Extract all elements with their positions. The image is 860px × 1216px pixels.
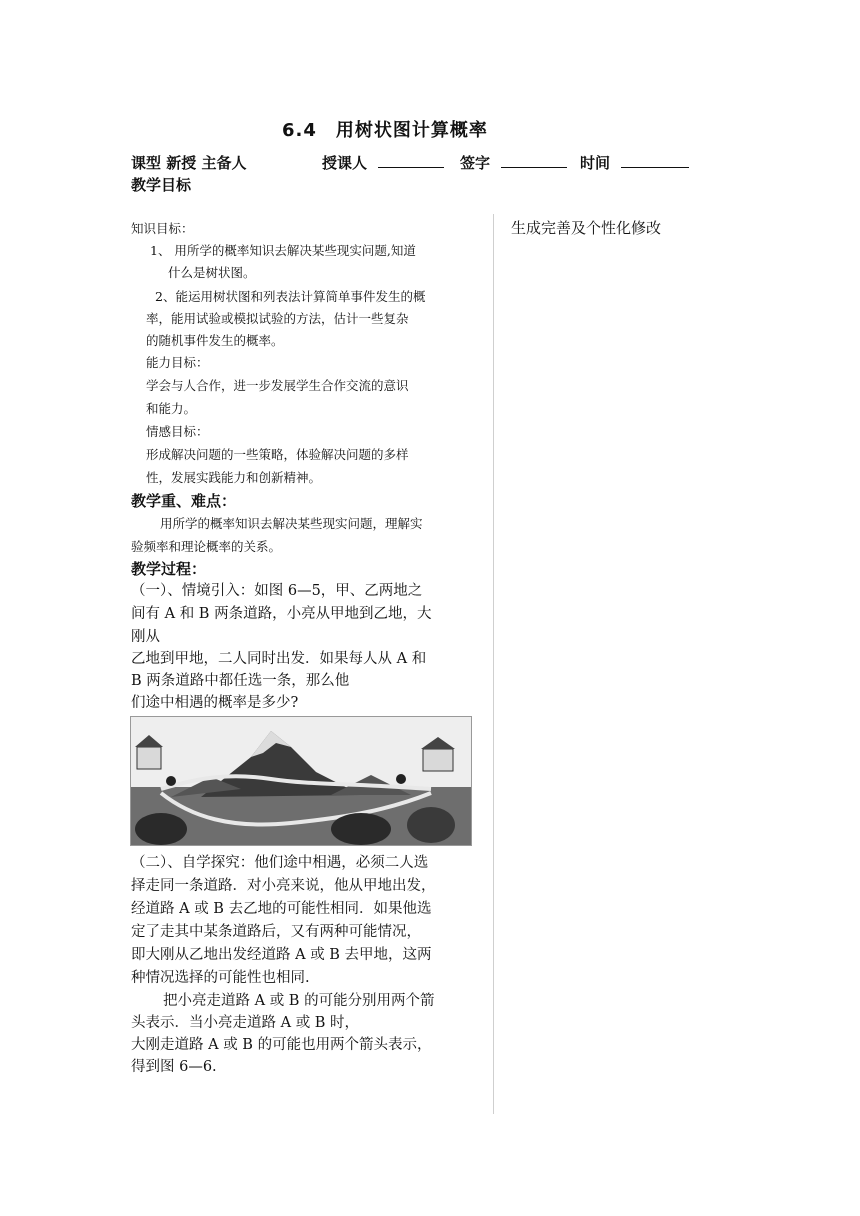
explore-line5: 即大刚从乙地出发经道路 A 或 B 去甲地，这两 xyxy=(131,947,432,963)
ability-line2: 和能力。 xyxy=(146,401,197,416)
sign-label: 签字 xyxy=(460,154,491,172)
mountain-road-scene xyxy=(131,717,471,845)
objective-2-line2: 率，能用试验或模拟试验的方法，估计一些复杂 xyxy=(146,311,409,326)
emotion-line1: 形成解决问题的一些策略，体验解决问题的多样 xyxy=(146,447,409,462)
arrow-line1: 把小亮走道路 A 或 B 的可能分别用两个箭 xyxy=(163,993,435,1009)
knowledge-label: 知识目标： xyxy=(131,221,194,236)
process-heading: 教学过程： xyxy=(131,560,207,578)
objective-2-line3: 的随机事件发生的概率。 xyxy=(146,333,284,348)
teacher-blank[interactable] xyxy=(378,153,444,168)
explore-line1: （二）、自学探究：他们途中相遇，必须二人选 xyxy=(131,855,429,871)
ability-label: 能力目标： xyxy=(146,355,209,370)
emotion-label: 情感目标： xyxy=(146,424,209,439)
sign-blank[interactable] xyxy=(501,153,567,168)
explore-line6: 种情况选择的可能性也相同. xyxy=(131,970,310,986)
objective-2-line1: 2、能运用树状图和列表法计算简单事件发生的概 xyxy=(155,289,426,304)
goals-heading: 教学目标 xyxy=(131,176,192,194)
figure-6-5-illustration xyxy=(130,716,472,846)
sign-field xyxy=(460,152,567,173)
key-points-heading: 教学重、难点： xyxy=(131,492,237,510)
explore-line4: 定了走其中某条道路后，又有两种可能情况， xyxy=(131,924,421,940)
intro-line1: （一）、情境引入：如图 6—5，甲、乙两地之 xyxy=(131,583,423,599)
intro-line6: 们途中相遇的概率是多少? xyxy=(131,695,299,711)
person-left xyxy=(166,776,176,786)
teacher-label: 授课人 xyxy=(322,154,368,172)
key-points-line1: 用所学的概率知识去解决某些现实问题，理解实 xyxy=(160,516,423,531)
lesson-meta: 课型 新授 主备人 xyxy=(131,154,247,172)
arrow-line3: 大刚走道路 A 或 B 的可能也用两个箭头表示， xyxy=(131,1037,432,1053)
objective-1-line2: 什么是树状图。 xyxy=(168,265,256,280)
ability-line1: 学会与人合作，进一步发展学生合作交流的意识 xyxy=(146,378,409,393)
revision-note: 生成完善及个性化修改 xyxy=(511,219,662,237)
arrow-line2: 头表示．当小亮走道路 A 或 B 时， xyxy=(131,1015,360,1031)
column-divider xyxy=(493,214,494,1114)
page-title: 6.4 用树状图计算概率 xyxy=(282,120,488,141)
emotion-line2: 性，发展实践能力和创新精神。 xyxy=(146,470,322,485)
intro-line2: 间有 A 和 B 两条道路，小亮从甲地到乙地，大 xyxy=(131,606,432,622)
time-label: 时间 xyxy=(580,154,611,172)
house-right xyxy=(423,749,453,771)
intro-line3: 刚从 xyxy=(131,629,160,645)
person-right xyxy=(396,774,406,784)
teacher-field xyxy=(322,152,444,173)
time-field xyxy=(580,152,689,173)
explore-line2: 择走同一条道路．对小亮来说，他从甲地出发， xyxy=(131,878,436,894)
intro-line5: B 两条道路中都任选一条，那么他 xyxy=(131,673,350,689)
time-blank[interactable] xyxy=(621,153,689,168)
intro-line4: 乙地到甲地，二人同时出发．如果每人从 A 和 xyxy=(131,651,427,667)
key-points-line2: 验频率和理论概率的关系。 xyxy=(131,539,282,554)
arrow-line4: 得到图 6—6. xyxy=(131,1059,217,1075)
objective-1-line1: 1、 用所学的概率知识去解决某些现实问题,知道 xyxy=(150,243,416,258)
house-left xyxy=(137,747,161,769)
explore-line3: 经道路 A 或 B 去乙地的可能性相同．如果他选 xyxy=(131,901,432,917)
